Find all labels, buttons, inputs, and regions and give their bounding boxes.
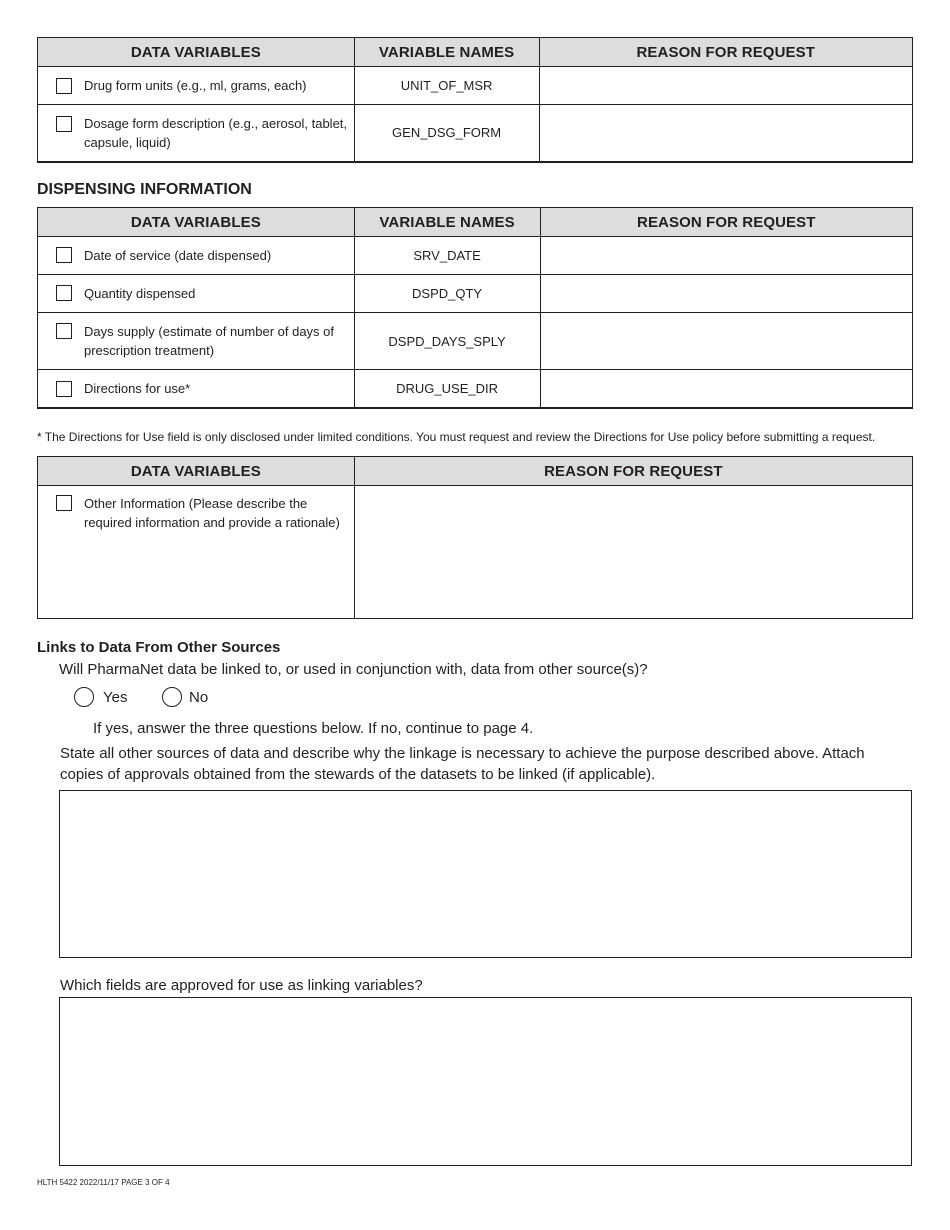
variable-name: DRUG_USE_DIR: [354, 370, 540, 408]
no-radio[interactable]: [162, 687, 182, 707]
table-row: [38, 313, 913, 370]
variable-name: GEN_DSG_FORM: [354, 105, 539, 162]
reason-input[interactable]: [354, 486, 912, 619]
reason-input[interactable]: [539, 67, 913, 105]
form-footer: HLTH 5422 2022/11/17 PAGE 3 OF 4: [37, 1178, 170, 1187]
row-label: Days supply (estimate of number of days of prescription treatment): [84, 324, 335, 358]
links-section-title: Links to Data From Other Sources: [37, 639, 281, 656]
row-label: Dosage form description (e.g., aerosol, tablet, capsule, liquid): [84, 115, 348, 150]
header-reason-for-request: REASON FOR REQUEST: [540, 208, 912, 237]
directions-footnote: * The Directions for Use field is only disclosed under limited conditions. You must request and review the Directions for Use policy before submitting a request.: [37, 430, 876, 444]
linkage-question: Will PharmaNet data be linked to, or used in conjunction with, data from other source(s)?: [59, 661, 648, 678]
linking-fields-textbox[interactable]: [59, 997, 912, 1166]
dspd-days-sply-checkbox[interactable]: [56, 323, 72, 339]
table-row: [38, 275, 913, 313]
header-data-variables: DATA VARIABLES: [38, 457, 355, 486]
reason-input[interactable]: [540, 275, 912, 313]
gen-dsg-form-checkbox[interactable]: [56, 116, 72, 132]
header-data-variables: DATA VARIABLES: [38, 208, 355, 237]
reason-input[interactable]: [540, 237, 912, 275]
table-row: [38, 370, 913, 408]
variable-name: SRV_DATE: [354, 237, 540, 275]
variable-name: UNIT_OF_MSR: [354, 67, 539, 105]
table-row: [38, 486, 913, 619]
dispensing-section-title: DISPENSING INFORMATION: [37, 181, 252, 198]
yes-radio[interactable]: [74, 687, 94, 707]
table-row: [38, 237, 913, 275]
drug-form-table: [37, 37, 913, 163]
yes-label: Yes: [103, 689, 128, 706]
reason-input[interactable]: [540, 370, 912, 408]
reason-input[interactable]: [539, 105, 913, 162]
row-label: Drug form units (e.g., ml, grams, each): [84, 78, 307, 93]
no-label: No: [189, 689, 209, 706]
other-info-checkbox[interactable]: [56, 495, 72, 511]
header-reason-for-request: REASON FOR REQUEST: [539, 38, 913, 67]
row-label: Quantity dispensed: [84, 286, 196, 301]
linking-fields-question: Which fields are approved for use as linking variables?: [60, 977, 423, 994]
unit-of-msr-checkbox[interactable]: [56, 78, 72, 94]
table-row: [38, 105, 913, 162]
dspd-qty-checkbox[interactable]: [56, 285, 72, 301]
drug-use-dir-checkbox[interactable]: [56, 381, 72, 397]
header-variable-names: VARIABLE NAMES: [354, 38, 539, 67]
variable-name: DSPD_DAYS_SPLY: [354, 313, 540, 370]
row-label: Other Information (Please describe the required information and provide a rationale): [84, 496, 340, 530]
header-reason-for-request: REASON FOR REQUEST: [354, 457, 912, 486]
row-label: Directions for use*: [84, 380, 191, 396]
dispensing-table: [37, 207, 913, 409]
row-label: Date of service (date dispensed): [84, 248, 272, 263]
header-data-variables: DATA VARIABLES: [38, 38, 355, 67]
table-row: [38, 67, 913, 105]
linkage-instruction: If yes, answer the three questions below. If no, continue to page 4.: [93, 720, 534, 737]
variable-name: DSPD_QTY: [354, 275, 540, 313]
other-info-table: [37, 456, 913, 619]
srv-date-checkbox[interactable]: [56, 247, 72, 263]
reason-input[interactable]: [540, 313, 912, 370]
header-variable-names: VARIABLE NAMES: [354, 208, 540, 237]
sources-question: State all other sources of data and describe why the linkage is necessary to achieve the purpose described above. Attach copies of approvals obtained from the stewards of the datasets to be linked (if applicable).: [60, 745, 865, 783]
sources-textbox[interactable]: [59, 790, 912, 958]
